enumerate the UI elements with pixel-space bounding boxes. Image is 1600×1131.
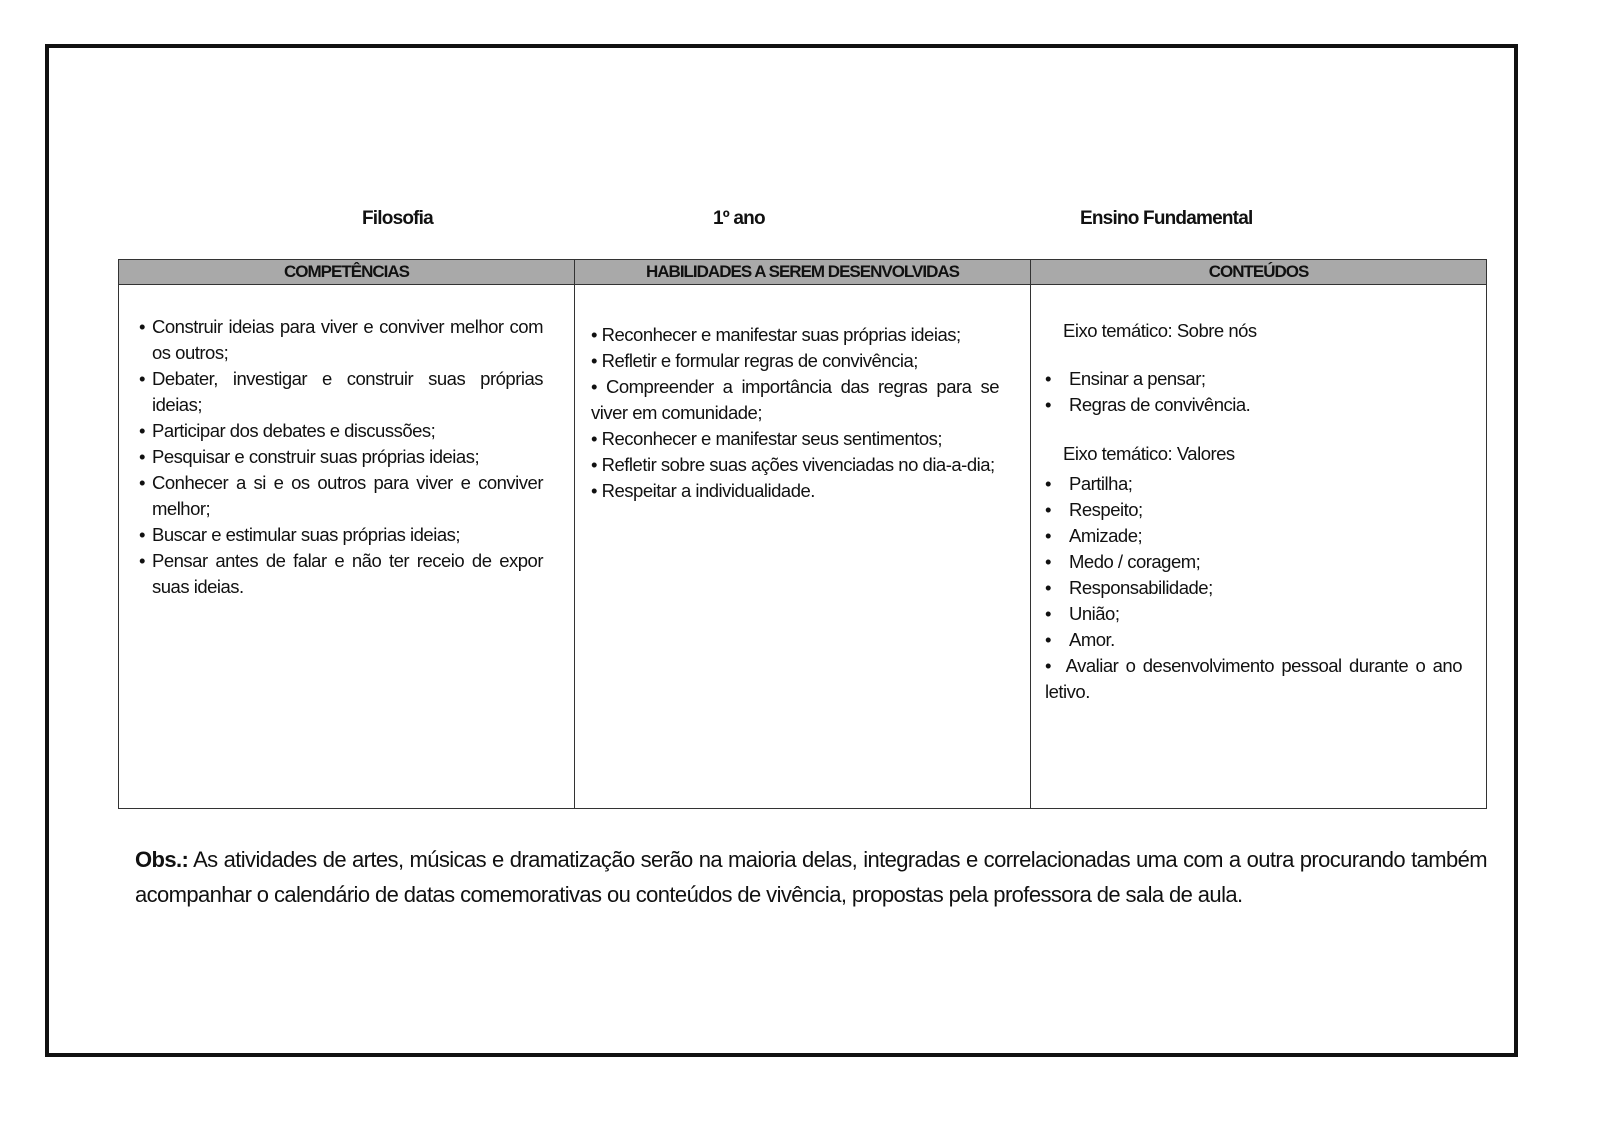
list-item: • Construir ideias para viver e conviver melhor com os outros; (139, 314, 543, 366)
list-item: • Responsabilidade; (1045, 575, 1462, 601)
obs-text: As atividades de artes, músicas e dramatização serão na maioria delas, integradas e correlacionadas uma com a outra procurando também acompanhar o calendário de datas comemorativas ou conteúdos de vivência, propostas pela professora de sala de aula. (135, 847, 1487, 907)
conteudos-cell (1031, 285, 1487, 809)
list-item: • Respeitar a individualidade. (591, 478, 999, 504)
eixo-tematico-sobre-nos: Eixo temático: Sobre nós (1063, 320, 1257, 341)
list-item: • Refletir sobre suas ações vivenciadas no dia-a-dia; (591, 452, 999, 478)
list-item: • Participar dos debates e discussões; (139, 418, 543, 444)
eixo2-list (1045, 471, 1462, 705)
list-item: • Amizade; (1045, 523, 1462, 549)
eixo1-list (1045, 366, 1462, 418)
list-item: • Amor. (1045, 627, 1462, 653)
level-label: Ensino Fundamental (1080, 208, 1253, 229)
grade-label: 1º ano (713, 208, 765, 229)
eixo-tematico-valores: Eixo temático: Valores (1063, 443, 1235, 464)
list-item: • Pesquisar e construir suas próprias ideias; (139, 444, 543, 470)
competencias-cell (119, 285, 575, 809)
list-item: • Avaliar o desenvolvimento pessoal durante o ano letivo. (1045, 653, 1462, 705)
list-item: • Buscar e estimular suas próprias ideias; (139, 522, 543, 548)
header-habilidades: HABILIDADES A SEREM DESENVOLVIDAS (575, 260, 1031, 285)
subject-label: Filosofia (362, 208, 433, 229)
list-item: • Respeito; (1045, 497, 1462, 523)
list-item: • Medo / coragem; (1045, 549, 1462, 575)
competencias-list (139, 314, 543, 600)
list-item: • Reconhecer e manifestar seus sentimentos; (591, 426, 999, 452)
list-item: • Reconhecer e manifestar suas próprias ideias; (591, 322, 999, 348)
header-conteudos: CONTEÚDOS (1031, 260, 1487, 285)
list-item: • Compreender a importância das regras para se viver em comunidade; (591, 374, 999, 426)
obs-label: Obs.: (135, 847, 189, 872)
list-item: • Debater, investigar e construir suas próprias ideias; (139, 366, 543, 418)
habilidades-cell (575, 285, 1031, 809)
list-item: • Regras de convivência. (1045, 392, 1462, 418)
table-body-row (119, 285, 1487, 809)
habilidades-list (591, 322, 999, 504)
list-item: • União; (1045, 601, 1462, 627)
list-item: • Ensinar a pensar; (1045, 366, 1462, 392)
observation-paragraph (135, 842, 1487, 912)
list-item: • Pensar antes de falar e não ter receio de expor suas ideias. (139, 548, 543, 600)
list-item: • Conhecer a si e os outros para viver e conviver melhor; (139, 470, 543, 522)
curriculum-table (118, 259, 1487, 809)
header-competencias: COMPETÊNCIAS (119, 260, 575, 285)
table-header-row (119, 260, 1487, 285)
list-item: • Refletir e formular regras de convivência; (591, 348, 999, 374)
list-item: • Partilha; (1045, 471, 1462, 497)
